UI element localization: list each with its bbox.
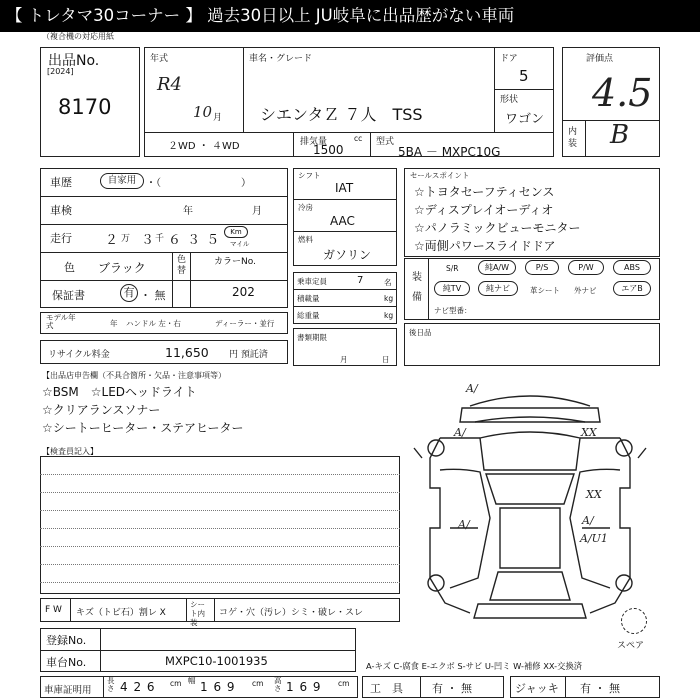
car-rear-bumper xyxy=(474,604,586,618)
seller-notes-label: 【出品店申告欄（不具合箇所・欠品・注意事項等） xyxy=(42,371,226,380)
spare-tire xyxy=(621,608,647,634)
equip-item-circled: P/S xyxy=(525,260,559,275)
chassis-value: MXPC10-1001935 xyxy=(165,654,268,668)
color-code-value: 202 xyxy=(232,285,255,299)
displacement-unit: cc xyxy=(354,134,363,143)
car-damage-diagram xyxy=(400,378,660,628)
ownership-label: 書類期限 xyxy=(297,333,327,342)
car-name: シエンタＺ ７人 TSS xyxy=(260,105,423,124)
equip-item-circled: 純TV xyxy=(434,281,470,296)
inspection-month: 月 xyxy=(252,206,262,217)
length-label: 長さ xyxy=(107,676,115,693)
history-value: 自家用 xyxy=(100,173,144,189)
displacement-label: 排気量 xyxy=(300,137,328,147)
inspection-label: 車検 xyxy=(50,204,72,217)
lot-label: 出品No. xyxy=(48,53,100,69)
mileage-km-unit: Km xyxy=(224,226,248,238)
color-label: 色 xyxy=(64,261,75,274)
car-hood xyxy=(480,432,580,470)
car-label: 車名・グレード xyxy=(249,54,313,64)
cm-unit: cm xyxy=(252,679,264,688)
height-value: 1 6 9 xyxy=(286,680,322,694)
gross-label: 総重量 xyxy=(297,311,320,320)
sales-points-label: セールスポイント xyxy=(410,171,470,180)
doors-label: ドア xyxy=(500,54,518,64)
equip-item-circled: 純A/W xyxy=(478,260,516,275)
recycle-label: リサイクル料金 xyxy=(48,350,110,360)
after-items-box xyxy=(404,323,660,366)
doors-value: 5 xyxy=(519,67,529,85)
cm-unit: cm xyxy=(338,679,350,688)
damage-mark: A/ xyxy=(454,426,466,439)
sales-point-item: ☆両側パワースライドドア xyxy=(414,239,556,253)
shift-label: シフト xyxy=(298,171,321,180)
load-unit: kg xyxy=(384,294,394,303)
car-rear-window xyxy=(490,572,570,600)
capacity-unit: 名 xyxy=(384,278,392,287)
mileage-mile-unit: マイル xyxy=(230,240,250,248)
equip-item-circled: ABS xyxy=(613,260,651,275)
displacement-value: 1500 xyxy=(313,143,344,157)
equip-item: 革シート xyxy=(530,286,560,295)
model-code-label: 型式 xyxy=(376,137,395,147)
month-unit: 月 xyxy=(213,113,223,123)
model-row-handle: ハンドル 左・右 xyxy=(126,319,181,328)
ownership-month: 月 xyxy=(340,355,348,364)
warranty-yes: 有 xyxy=(120,284,138,302)
cert-label: 車庫証明用 xyxy=(44,685,92,696)
ownership-day: 日 xyxy=(382,355,390,364)
lot-number: 8170 xyxy=(58,95,112,119)
inspection-year: 年 xyxy=(183,206,193,217)
month-value: 10 xyxy=(193,103,213,121)
damage-mark: A/ xyxy=(466,382,478,395)
shape-label: 形状 xyxy=(500,95,519,105)
damage-legend: A-キズ C-腐食 E-エクボ S-サビ U-凹ミ W-補修 XX-交換済 xyxy=(366,661,583,671)
mileage-sen-unit: 千 xyxy=(155,234,165,244)
damage-mark: XX xyxy=(581,426,597,439)
width-value: 1 6 9 xyxy=(200,680,236,694)
history-label: 車歴 xyxy=(50,176,72,189)
fuel-label: 燃料 xyxy=(298,235,313,244)
car-front-bumper xyxy=(470,396,590,406)
model-row-year: 年 xyxy=(110,319,118,328)
equip-item-circled: エアB xyxy=(613,281,651,296)
sales-point-item: ☆トヨタセーフティセンス xyxy=(414,185,555,199)
car-roof xyxy=(500,508,560,568)
car-windshield xyxy=(486,474,574,504)
equip-item: 外ナビ xyxy=(574,286,597,295)
interior-label: 内装 xyxy=(568,127,578,149)
mileage-label: 走行 xyxy=(50,232,72,245)
model-row-dealer: ディーラー・並行 xyxy=(215,319,275,328)
equip-item-circled: P/W xyxy=(568,260,604,275)
seller-note-item: ☆シートーヒーター・ステアヒーター xyxy=(42,421,244,435)
shift-value: IAT xyxy=(335,181,354,195)
warranty-no: ・ 無 xyxy=(140,289,166,302)
chassis-label: 車台No. xyxy=(46,656,87,669)
width-label: 幅 xyxy=(188,676,196,685)
recycle-value: 11,650 xyxy=(165,345,209,360)
mileage-man-unit: 万 xyxy=(121,234,131,244)
seat-items: コゲ・穴（汚レ）シミ・破レ・スレ xyxy=(219,608,364,618)
tools-label: 工 具 xyxy=(370,682,403,695)
shape-value: ワゴン xyxy=(505,112,545,127)
jack-label: ジャッキ xyxy=(515,682,559,695)
fw-items: キズ（トビ石）割レ X xyxy=(76,608,166,618)
damage-mark: XX xyxy=(586,488,602,501)
era-year: R4 xyxy=(157,74,183,95)
sales-point-item: ☆ディスプレイオーディオ xyxy=(414,203,554,217)
damage-mark: A/ xyxy=(458,518,470,531)
mileage-rest: ６ ３ ５ xyxy=(168,233,221,248)
cm-unit: cm xyxy=(170,679,182,688)
ac-value: AAC xyxy=(330,214,355,228)
height-label: 高さ xyxy=(274,676,282,693)
history-rest: ・（ ） xyxy=(146,178,251,189)
warranty-label: 保証書 xyxy=(52,289,85,302)
inspector-box xyxy=(40,456,400,594)
tools-value: 有 ・ 無 xyxy=(432,682,472,695)
banner-title: 【 トレタマ30コーナー 】 過去30日以上 JU岐阜に出品歴がない車両 xyxy=(0,0,700,32)
equipment-label: 装備 xyxy=(412,272,422,303)
drive-type: ２WD ・ ４WD xyxy=(168,141,240,152)
capacity-label: 乗車定員 xyxy=(297,277,327,286)
equip-item-circled: 純ナビ xyxy=(478,281,518,296)
fw-label: F W xyxy=(45,605,62,615)
interior-value: B xyxy=(610,120,630,150)
score-value: 4.5 xyxy=(592,71,653,115)
color-change-label: 色替 xyxy=(177,255,187,276)
inspector-label: 【検査員記入】 xyxy=(42,447,98,456)
mileage-man: ２ xyxy=(105,233,119,248)
header-tab: （複合機の対応用紙 xyxy=(42,32,114,41)
lot-year-tag: [2024] xyxy=(47,67,74,76)
car-right-side xyxy=(590,438,630,613)
recycle-unit: 円 預託済 xyxy=(229,350,268,360)
nav-model-label: ナビ型番： xyxy=(434,306,472,315)
seller-note-item: ☆クリアランスソナー xyxy=(42,403,161,417)
jack-value: 有 ・ 無 xyxy=(580,682,620,695)
spare-label: スペア xyxy=(617,641,645,651)
after-items-label: 後日品 xyxy=(409,328,432,337)
capacity-value: 7 xyxy=(357,275,364,286)
sales-point-item: ☆パノラミックビューモニター xyxy=(414,221,581,235)
model-row-label: モデル年式 xyxy=(46,313,76,330)
score-label: 評価点 xyxy=(586,54,614,64)
mileage-sen: ３ xyxy=(141,233,155,248)
color-value: ブラック xyxy=(98,261,146,275)
damage-mark: A/U1 xyxy=(580,532,608,545)
seat-label: シート内装 xyxy=(190,600,205,627)
fuel-value: ガソリン xyxy=(323,248,372,262)
color-code-label: カラーNo. xyxy=(214,257,256,267)
length-value: 4 2 6 xyxy=(120,680,156,694)
ac-label: 冷房 xyxy=(298,203,313,212)
damage-mark: A/ xyxy=(582,514,594,527)
gross-unit: kg xyxy=(384,311,394,320)
equip-item: S/R xyxy=(446,264,459,273)
registration-label: 登録No. xyxy=(46,634,87,647)
model-code-value: 5BA － MXPC10G xyxy=(398,145,501,159)
year-label: 年式 xyxy=(150,54,169,64)
seller-note-item: ☆BSM ☆LEDヘッドライト xyxy=(42,385,197,399)
load-label: 積載量 xyxy=(297,294,320,303)
